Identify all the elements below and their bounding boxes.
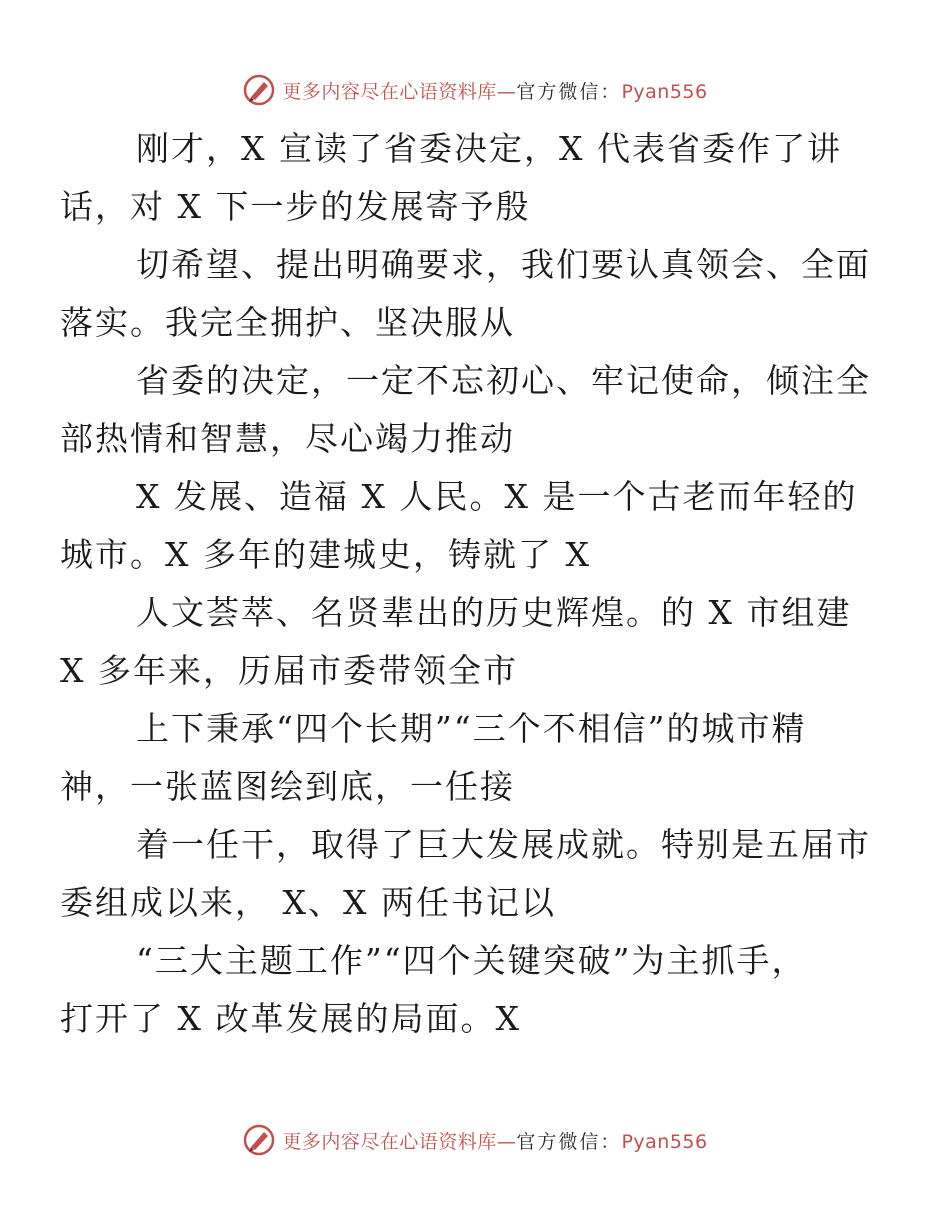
paragraph-line: 城市。X 多年的建城史，铸就了 X (60, 535, 591, 574)
paragraph-line: 省委的决定，一定不忘初心、牢记使命，倾注全 (136, 361, 871, 400)
paragraph (60, 352, 871, 468)
paragraph (60, 236, 871, 352)
paragraph-line: X 发展、造福 X 人民。X 是一个古老而年轻的 (136, 477, 858, 516)
paragraph (60, 120, 858, 236)
paragraph-line: 打开了 X 改革发展的局面。X (60, 999, 521, 1038)
paragraph-line: 人文荟萃、名贤辈出的历史辉煌。的 X 市组建 (136, 593, 852, 632)
paragraph-line: 切希望、提出明确要求，我们要认真领会、全面 (136, 245, 871, 284)
paragraph (60, 584, 858, 700)
paragraph-line: 委组成以来， X、X 两任书记以 (60, 883, 556, 922)
document-body (60, 120, 871, 1048)
separator: — (496, 1130, 517, 1153)
paragraph (60, 932, 858, 1048)
site-name: 更多内容尽在心语资料库 (282, 1130, 497, 1153)
wechat-label: 官方微信： (516, 80, 622, 103)
paragraph-line: 神，一张蓝图绘到底，一任接 (60, 767, 515, 806)
paragraph (60, 468, 858, 584)
pen-logo-icon (242, 1123, 276, 1157)
site-name: 更多内容尽在心语资料库 (282, 80, 497, 103)
paragraph-line: 刚才，X 宣读了省委决定，X 代表省委作了讲 (136, 129, 842, 168)
wechat-id: Pyan556 (621, 1130, 708, 1153)
separator: — (496, 80, 517, 103)
header-banner-text (282, 77, 707, 104)
paragraph-line: 部热情和智慧，尽心竭力推动 (60, 419, 515, 458)
paragraph-line: “三大主题工作”“四个关键突破”为主抓手， (136, 941, 807, 980)
pen-logo-icon (242, 73, 276, 107)
wechat-id: Pyan556 (621, 80, 708, 103)
wechat-label: 官方微信： (516, 1130, 622, 1153)
paragraph (60, 700, 858, 816)
paragraph-line: 着一任干，取得了巨大发展成就。特别是五届市 (136, 825, 871, 864)
paragraph-line: 落实。我完全拥护、坚决服从 (60, 303, 515, 342)
paragraph-line: X 多年来，历届市委带领全市 (60, 651, 518, 690)
footer-banner-text (282, 1127, 707, 1154)
footer-banner (0, 1120, 950, 1160)
paragraph-line: 上下秉承“四个长期”“三个不相信”的城市精 (136, 709, 807, 748)
header-banner (0, 70, 950, 110)
paragraph (60, 816, 871, 932)
paragraph-line: 话，对 X 下一步的发展寄予殷 (60, 187, 531, 226)
